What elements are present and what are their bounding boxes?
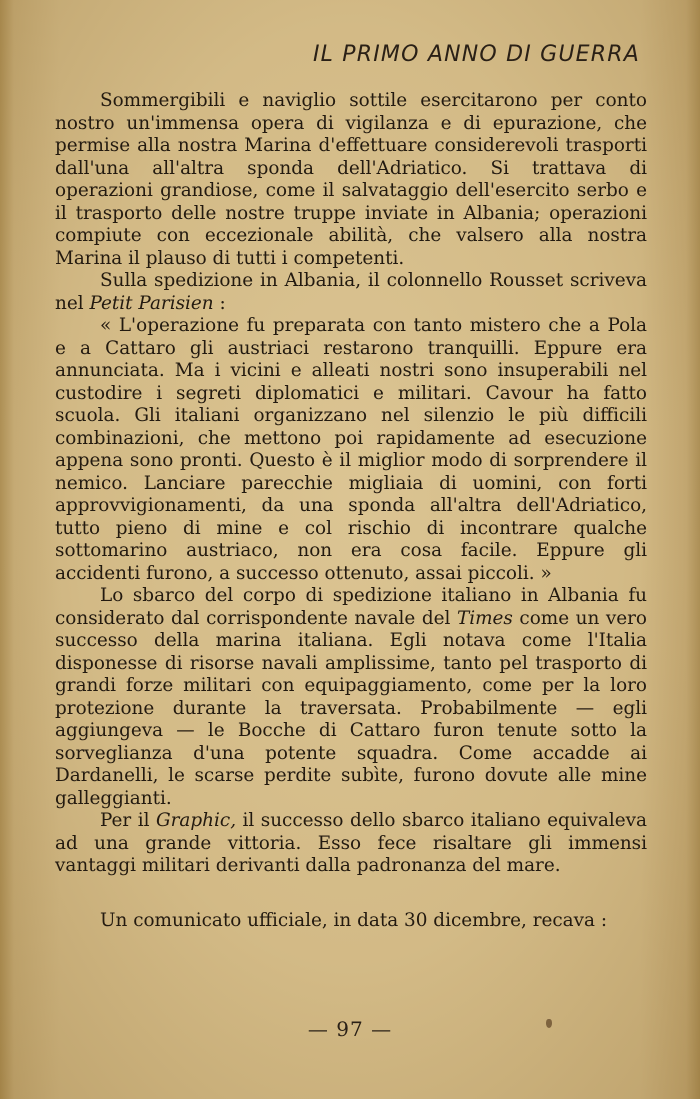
quotation-paragraph: « L'operazione fu preparata con tanto mistero che a Pola e a Cattaro gli austriaci restarono tranquilli. Eppure era annunciata. Ma i vicini e alleati nostri sono insuperabili nel custodire i segreti diplomatici e militari. Cavour ha fatto scuola. Gli italiani organizzano nel silenzio le più difficili combinazioni, che mettono poi rapidamente ad esecuzione appena sono pronti. Questo è il miglior modo di sorprendere il nemico. Lanciare parecchie migliaia di uomini, con forti approvvigionamenti, da una sponda all'altra dell'Adriatico, tutto pieno di mine e col rischio di incontrare qualche sottomarino austriaco, non era cosa facile. Eppure gli accidenti furono, a successo ottenuto, assai piccoli. » <box>55 315 647 584</box>
paragraph-2-text: Sulla spedizione in Albania, il colonnello Rousset scriveva nel <box>55 270 647 314</box>
paragraph-2-end: : <box>213 292 226 314</box>
paragraph-1: Sommergibili e naviglio sottile esercitarono per conto nostro un'immensa opera di vigilanza e di epurazione, che permise alla nostra Marina d'effettuare considerevoli trasporti dall'una all'altra sponda dell'Adriatico. Si trattava di operazioni grandiose, come il salvataggio dell'esercito serbo e il trasporto delle nostre truppe inviate in Albania; operazioni compiute con eccezionale abilità, che valsero alla nostra Marina il plauso di tutti i competenti. <box>55 90 647 269</box>
paragraph-6: Un comunicato ufficiale, in data 30 dicembre, recava : <box>100 909 608 931</box>
running-head: IL PRIMO ANNO DI GUERRA <box>312 42 640 67</box>
newspaper-title-graphic: Graphic, <box>155 810 237 831</box>
paragraph-2 <box>55 270 647 315</box>
paragraph-5-text: Per il <box>100 810 156 831</box>
newspaper-title-times: Times <box>456 607 513 629</box>
body-text <box>55 90 647 932</box>
paragraph-5-end: il successo dello sbarco italiano equivaleva ad una grande vittoria. Esso fece risaltare gli immensi vantaggi militari derivanti dalla padronanza del mare. <box>55 810 647 876</box>
ink-speck <box>546 1019 552 1028</box>
paragraph-4 <box>55 585 647 810</box>
paragraph-4-end: come un vero successo della marina italiana. Egli notava come l'Italia disponesse di risorse navali amplissime, tanto pel trasporto di grandi forze militari con equipaggiamento, come per la loro protezione durante la traversata. Probabilmente — egli aggiungeva — le Bocche di Cattaro furon tenute sotto la sorveglianza d'una potente squadra. Come accadde ai Dardanelli, le scarse perdite subìte, furono dovute alle mine galleggianti. <box>55 607 647 809</box>
paragraph-5 <box>55 810 647 878</box>
page-number: — 97 — <box>307 1017 393 1041</box>
paragraph-4-text: Lo sbarco del corpo di spedizione italiano in Albania fu considerato dal corrispondente navale del <box>55 585 647 629</box>
newspaper-title-petit-parisien: Petit Parisien <box>89 292 214 314</box>
